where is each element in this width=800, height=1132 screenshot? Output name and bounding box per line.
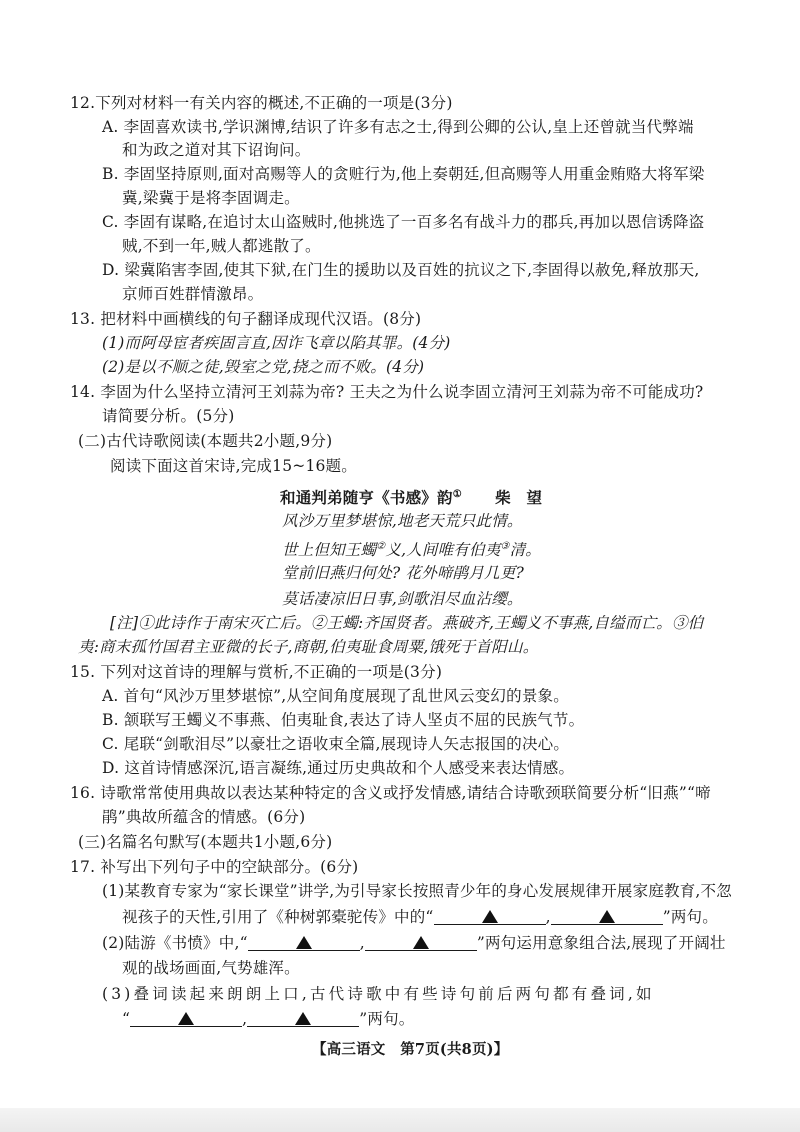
poem-note-mark-2: ② bbox=[376, 541, 386, 552]
answer-blank-4[interactable] bbox=[365, 932, 477, 951]
q12-option-b-line1: B. 李固坚持原则,面对高赐等人的贪赃行为,他上奏朝廷,但高赐等人用重金贿赂大将军梁 bbox=[102, 165, 705, 183]
blank-marker-triangle-icon bbox=[295, 1012, 311, 1025]
q15-option-c: C. 尾联“剑歌泪尽”以豪壮之语收束全篇,展现诗人矢志报国的决心。 bbox=[102, 735, 570, 753]
section2-title: (二)古代诗歌阅读(本题共2小题,9分) bbox=[78, 432, 333, 450]
poem-line-2-part-a: 世上但知王蠋 bbox=[282, 541, 377, 560]
section2-intro: 阅读下面这首宋诗,完成15~16题。 bbox=[110, 457, 357, 475]
blank-marker-triangle-icon bbox=[296, 936, 312, 949]
q14-line2: 请简要分析。(5分) bbox=[102, 407, 235, 425]
poem-notes-line2: 夷:商末孤竹国君主亚微的长子,商朝,伯夷耻食周粟,饿死于首阳山。 bbox=[78, 638, 539, 656]
answer-blank-2[interactable] bbox=[551, 906, 663, 925]
poem-note-mark: ① bbox=[452, 489, 462, 500]
q17-item3-prefix: “ bbox=[122, 1010, 131, 1028]
answer-blank-1[interactable] bbox=[434, 906, 546, 925]
poem-author: 柴 望 bbox=[495, 488, 543, 508]
answer-blank-6[interactable] bbox=[247, 1008, 359, 1027]
q12-option-b-line2: 冀,梁冀于是将李固调走。 bbox=[122, 189, 300, 207]
blank-marker-triangle-icon bbox=[178, 1012, 194, 1025]
poem-title: 和通判弟随亨《书感》韵 bbox=[280, 488, 453, 508]
poem-note-mark-3: ③ bbox=[500, 541, 510, 552]
q17-item2-prefix: (2)陆游《书愤》中,“ bbox=[102, 934, 248, 952]
q17-item1-prefix: 视孩子的天性,引用了《种树郭橐驼传》中的“ bbox=[122, 908, 434, 926]
q15-option-d: D. 这首诗情感深沉,语言凝练,通过历史典故和个人感受来表达情感。 bbox=[102, 759, 575, 777]
q17-item3-sep: , bbox=[242, 1010, 248, 1028]
q17-stem: 17. 补写出下列句子中的空缺部分。(6分) bbox=[70, 858, 359, 876]
q17-item1-suffix: ”两句。 bbox=[662, 908, 718, 926]
q12-option-a-line2: 和为政之道对其下诏询问。 bbox=[122, 141, 311, 159]
blank-marker-triangle-icon bbox=[413, 936, 429, 949]
q17-item2-suffix: ”两句运用意象组合法,展现了开阔壮 bbox=[476, 934, 726, 952]
answer-blank-3[interactable] bbox=[248, 932, 360, 951]
page-footer: 【高三语文 第7页(共8页)】 bbox=[312, 1041, 509, 1058]
q12-option-c-line2: 贼,不到一年,贼人都逃散了。 bbox=[122, 237, 321, 255]
q12-option-a-line1: A. 李固喜欢读书,学识渊博,结识了许多有志之士,得到公卿的公认,皇上还曾就当代弊端 bbox=[102, 118, 694, 136]
q13-sentence-2: (2)是以不顺之徒,毁室之党,挠之而不败。(4分) bbox=[102, 358, 425, 376]
q17-item3-line2 bbox=[122, 1008, 415, 1030]
poem-line-2-part-b: 义,人间唯有伯夷 bbox=[385, 541, 501, 560]
poem-line-4: 莫话凄凉旧日事,剑歌泪尽血沾缨。 bbox=[282, 590, 523, 608]
q17-item1-line1: (1)某教育专家为“家长课堂”讲学,为引导家长按照青少年的身心发展规律开展家庭教育,不忽 bbox=[102, 882, 732, 900]
bottom-scan-edge bbox=[0, 1108, 800, 1132]
q13-sentence-1: (1)而阿母宦者疾固言直,因诈飞章以陷其罪。(4分) bbox=[102, 334, 451, 352]
poem-title-block bbox=[280, 484, 542, 509]
q12-option-c-line1: C. 李固有谋略,在追讨太山盗贼时,他挑选了一百多名有战斗力的郡兵,再加以恩信诱降盗 bbox=[102, 213, 705, 231]
q12-option-d-line2: 京师百姓群情激昂。 bbox=[122, 285, 264, 303]
q15-stem: 15. 下列对这首诗的理解与赏析,不正确的一项是(3分) bbox=[70, 663, 443, 681]
blank-marker-triangle-icon bbox=[482, 910, 498, 923]
q12-option-d-line1: D. 梁冀陷害李固,使其下狱,在门生的援助以及百姓的抗议之下,李固得以赦免,释放那天, bbox=[102, 261, 700, 279]
q17-item1-line2 bbox=[122, 906, 718, 928]
q17-item2-sep: , bbox=[359, 934, 365, 952]
q17-item3-line1: (3)叠词读起来朗朗上口,古代诗歌中有些诗句前后两句都有叠词,如 bbox=[102, 985, 655, 1003]
q15-option-a: A. 首句“风沙万里梦堪惊”,从空间角度展现了乱世风云变幻的景象。 bbox=[102, 687, 569, 705]
q15-option-b: B. 颔联写王蠋义不事燕、伯夷耻食,表达了诗人坚贞不屈的民族气节。 bbox=[102, 711, 585, 729]
q17-item1-sep: , bbox=[545, 908, 551, 926]
poem-notes-line1: [注]①此诗作于南宋灭亡后。②王蠋:齐国贤者。燕破齐,王蠋义不事燕,自缢而亡。③伯 bbox=[110, 614, 704, 632]
blank-marker-triangle-icon bbox=[599, 910, 615, 923]
poem-line-2 bbox=[282, 536, 541, 561]
q14-line1: 14. 李固为什么坚持立清河王刘蒜为帝? 王夫之为什么说李固立清河王刘蒜为帝不可能成功? bbox=[70, 383, 704, 401]
section3-title: (三)名篇名句默写(本题共1小题,6分) bbox=[78, 833, 333, 851]
poem-line-2-part-c: 清。 bbox=[509, 541, 541, 560]
q17-item2-line2: 观的战场画面,气势雄浑。 bbox=[122, 959, 300, 977]
q12-stem: 12.下列对材料一有关内容的概述,不正确的一项是(3分) bbox=[70, 94, 453, 112]
answer-blank-5[interactable] bbox=[130, 1008, 242, 1027]
q13-stem: 13. 把材料中画横线的句子翻译成现代汉语。(8分) bbox=[70, 310, 422, 328]
poem-line-1: 风沙万里梦堪惊,地老天荒只此情。 bbox=[282, 512, 523, 530]
q16-line2: 鹃”典故所蕴含的情感。(6分) bbox=[102, 808, 306, 826]
q17-item3-suffix: ”两句。 bbox=[359, 1010, 415, 1028]
q16-line1: 16. 诗歌常常使用典故以表达某种特定的含义或抒发情感,请结合诗歌颈联简要分析“旧燕”“啼 bbox=[70, 784, 711, 802]
poem-line-3: 堂前旧燕归何处? 花外啼鹃月几更? bbox=[282, 564, 524, 582]
q17-item2-line1 bbox=[102, 932, 726, 954]
